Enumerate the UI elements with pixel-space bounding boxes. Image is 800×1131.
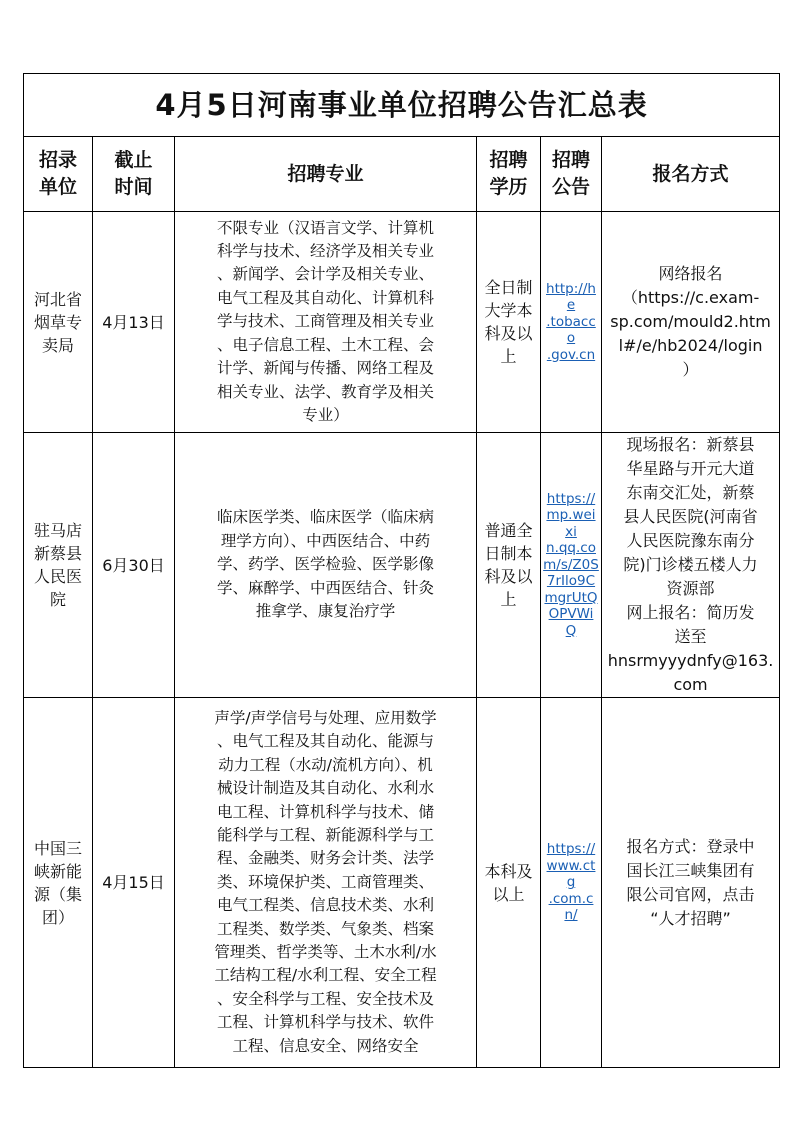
table-row xyxy=(24,212,780,433)
header-row xyxy=(24,137,780,212)
apply-cell: 网络报名 （https://c.exam- sp.com/mould2.htm l#/e/hb2024/login ） xyxy=(602,212,780,433)
deadline-cell: 4月15日 xyxy=(93,698,175,1068)
header-apply: 报名方式 xyxy=(602,137,780,212)
notice-link[interactable]: https:// www.ctg .com.cn/ xyxy=(546,841,596,924)
header-notice: 招聘 公告 xyxy=(541,137,602,212)
header-education: 招聘 学历 xyxy=(477,137,541,212)
notice-link[interactable]: https:// mp.weixi n.qq.co m/s/Z0S 7rIlo9C mgrUtQ OPVWi Q xyxy=(543,490,599,639)
notice-cell xyxy=(541,698,602,1068)
header-deadline: 截止 时间 xyxy=(93,137,175,212)
notice-link[interactable]: http://he .tobacco .gov.cn xyxy=(546,280,596,363)
deadline-cell: 4月13日 xyxy=(93,212,175,433)
major-cell: 临床医学类、临床医学（临床病 理学方向）、中西医结合、中药 学、药学、医学检验、医学影像 学、麻醉学、中西医结合、针灸 推拿学、康复治疗学 xyxy=(175,433,477,698)
header-unit: 招录 单位 xyxy=(24,137,93,212)
notice-cell xyxy=(541,433,602,698)
header-major: 招聘专业 xyxy=(175,137,477,212)
unit-cell: 中国三 峡新能 源（集 团） xyxy=(24,698,93,1068)
table-row xyxy=(24,433,780,698)
table-row xyxy=(24,698,780,1068)
apply-cell: 报名方式：登录中 国长江三峡集团有 限公司官网，点击 “人才招聘” xyxy=(602,698,780,1068)
unit-cell: 河北省 烟草专 卖局 xyxy=(24,212,93,433)
education-cell: 全日制 大学本 科及以 上 xyxy=(477,212,541,433)
recruitment-summary-sheet xyxy=(23,73,779,1068)
recruitment-table xyxy=(23,73,780,1068)
deadline-cell: 6月30日 xyxy=(93,433,175,698)
major-cell: 不限专业（汉语言文学、计算机 科学与技术、经济学及相关专业 、新闻学、会计学及相关专业、 电气工程及其自动化、计算机科 学与技术、工商管理及相关专业 、电子信息工程、土木工程、会 计学、新闻与传播、网络工程及 相关专业、法学、教育学及相关 专业） xyxy=(175,212,477,433)
notice-cell xyxy=(541,212,602,433)
apply-cell: 现场报名：新蔡县 华星路与开元大道 东南交汇处，新蔡 县人民医院(河南省 人民医院豫东南分 院)门诊楼五楼人力 资源部 网上报名：简历发 送至 hnsrmyyydnfy@163. com xyxy=(602,433,780,698)
major-cell: 声学/声学信号与处理、应用数学 、电气工程及其自动化、能源与 动力工程（水动/流机方向）、机 械设计制造及其自动化、水利水 电工程、计算机科学与技术、储 能科学与工程、新能源科学与工 程、金融类、财务会计类、法学 类、环境保护类、工商管理类、 电气工程类、信息技术类、水利 工程类、数学类、气象类、档案 管理类、哲学类等、土木水利/水 工结构工程/水利工程、安全工程 、安全科学与工程、安全技术及 工程、计算机科学与技术、软件 工程、信息安全、网络安全 xyxy=(175,698,477,1068)
unit-cell: 驻马店 新蔡县 人民医 院 xyxy=(24,433,93,698)
education-cell: 本科及 以上 xyxy=(477,698,541,1068)
page-title: 4月5日河南事业单位招聘公告汇总表 xyxy=(24,74,780,137)
education-cell: 普通全 日制本 科及以 上 xyxy=(477,433,541,698)
